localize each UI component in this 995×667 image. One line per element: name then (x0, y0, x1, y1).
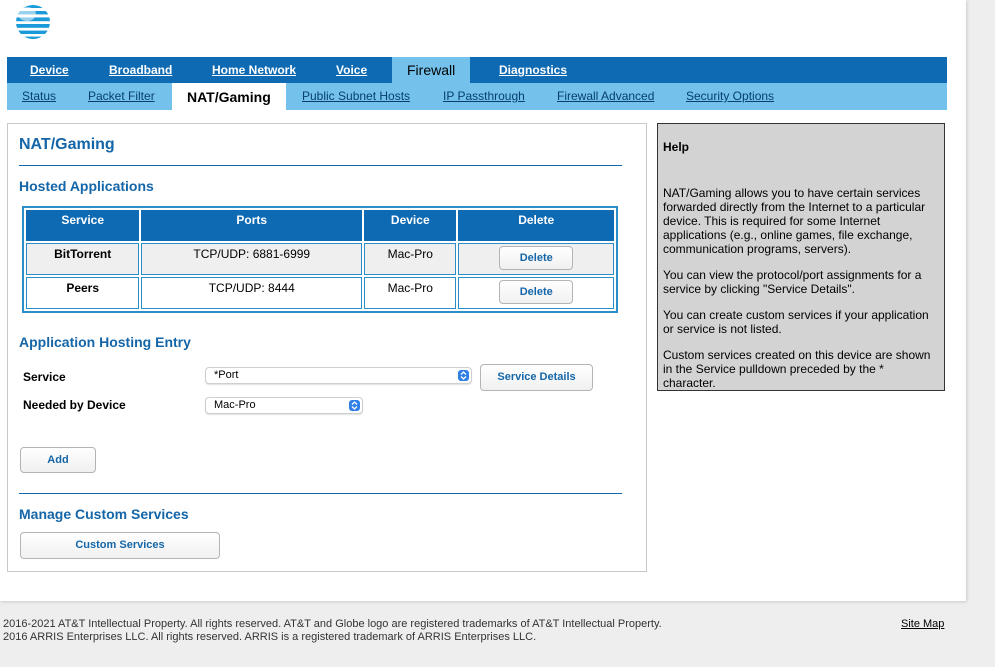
help-paragraph: You can view the protocol/port assignments for a service by clicking "Service Details". (663, 268, 922, 296)
subnav-ip-passthrough[interactable]: IP Passthrough (443, 89, 525, 103)
subnav-public-subnet-hosts[interactable]: Public Subnet Hosts (302, 89, 411, 103)
help-paragraph: NAT/Gaming allows you to have certain services forwarded directly from the Internet to a particular device. This is required for some Internet applications (e.g., online games, file exchange, communication programs, servers). (663, 186, 926, 256)
chevron-updown-icon (349, 400, 360, 411)
service-details-button[interactable]: Service Details (480, 364, 593, 391)
divider (19, 493, 622, 494)
ports-cell: TCP/UDP: 6881-6999 (141, 243, 362, 275)
delete-cell (458, 243, 614, 275)
secondary-nav (7, 83, 947, 110)
service-select-value: *Port (214, 369, 239, 381)
column-header-service: Service (26, 210, 139, 241)
table-header-row (26, 210, 614, 241)
att-globe-logo[interactable] (15, 4, 51, 40)
subnav-security-options[interactable]: Security Options (686, 89, 775, 103)
custom-services-button[interactable]: Custom Services (20, 532, 220, 559)
help-paragraph: Custom services created on this device are shown in the Service pulldown preceded by the * character. (663, 348, 931, 390)
subnav-packet-filter[interactable]: Packet Filter (88, 89, 155, 103)
main-panel (7, 123, 647, 572)
primary-nav (7, 57, 947, 83)
chevron-updown-icon (458, 370, 469, 381)
add-button[interactable]: Add (20, 447, 96, 473)
divider (19, 165, 622, 166)
column-header-delete: Delete (458, 210, 614, 241)
subnav-nat-gaming[interactable]: NAT/Gaming (172, 83, 286, 110)
service-cell: Peers (26, 277, 139, 309)
help-paragraph: You can create custom services if your application or service is not listed. (663, 308, 929, 336)
subnav-firewall-advanced[interactable]: Firewall Advanced (557, 89, 655, 103)
nav-home-network[interactable]: Home Network (212, 63, 297, 77)
manage-custom-services-heading: Manage Custom Services (19, 506, 189, 522)
service-cell: BitTorrent (26, 243, 139, 275)
hosted-applications-heading: Hosted Applications (19, 178, 154, 194)
column-header-device: Device (364, 210, 456, 241)
subnav-status[interactable]: Status (22, 89, 57, 103)
nav-broadband[interactable]: Broadband (109, 63, 173, 77)
ports-cell: TCP/UDP: 8444 (141, 277, 362, 309)
page-title: NAT/Gaming (19, 136, 115, 153)
help-panel (657, 123, 945, 391)
column-header-ports: Ports (141, 210, 362, 241)
application-hosting-entry-heading: Application Hosting Entry (19, 334, 191, 350)
delete-button[interactable]: Delete (499, 280, 573, 304)
table-row (26, 243, 614, 275)
hosted-applications-table (22, 206, 618, 313)
table-row (26, 277, 614, 309)
help-title: Help (663, 140, 690, 154)
copyright-arris: 2016 ARRIS Enterprises LLC. All rights reserved. ARRIS is a registered trademark of ARRIS Enterprises LLC. (3, 631, 537, 643)
site-map-link[interactable]: Site Map (901, 618, 945, 630)
nav-firewall[interactable]: Firewall (392, 57, 470, 83)
service-label: Service (23, 370, 66, 384)
nav-diagnostics[interactable]: Diagnostics (499, 63, 568, 77)
delete-button[interactable]: Delete (499, 246, 573, 270)
device-cell: Mac-Pro (364, 277, 456, 309)
delete-cell (458, 277, 614, 309)
device-select[interactable] (205, 397, 363, 414)
needed-by-device-label: Needed by Device (23, 398, 126, 412)
device-cell: Mac-Pro (364, 243, 456, 275)
copyright-att: 2016-2021 AT&T Intellectual Property. All rights reserved. AT&T and Globe logo are registered trademarks of AT&T Intellectual Property. (3, 618, 662, 630)
device-select-value: Mac-Pro (214, 399, 256, 411)
service-select[interactable] (205, 367, 472, 384)
footer (3, 618, 662, 644)
nav-voice[interactable]: Voice (336, 63, 368, 77)
nav-device[interactable]: Device (30, 63, 69, 77)
